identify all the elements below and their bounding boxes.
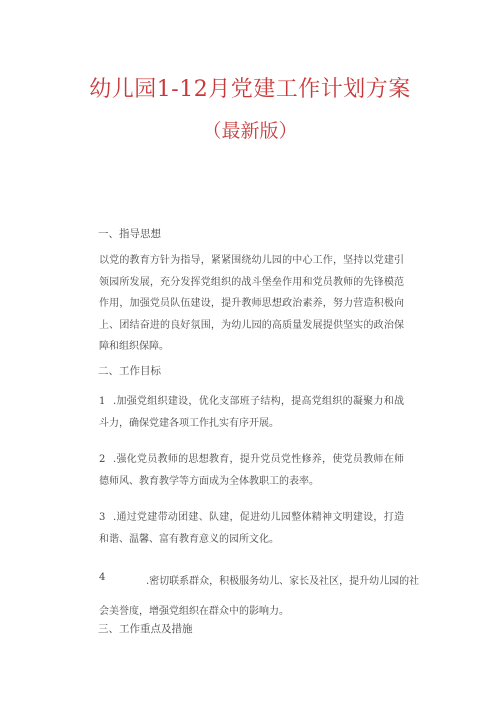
- goal-number: 2: [99, 454, 106, 465]
- goal-text: .加强党组织建设，优化支部班子结构，提高党组织的凝聚力和战斗力，确保党建各项工作扎实有序开展。: [99, 396, 404, 429]
- goal-item-1: [99, 391, 404, 434]
- section-heading-work-goals: 二、工作目标: [98, 365, 161, 377]
- goal-item-2: [99, 449, 404, 492]
- section-heading-key-work: 三、工作重点及措施: [98, 623, 193, 635]
- goal-text: .强化党员教师的思想教育，提升党员党性修养，使党员教师在师德师风、教育教学等方面成为全体教职工的表率。: [99, 454, 404, 487]
- goal-item-4-line1: .密切联系群众，积极服务幼儿、家长及社区，提升幼儿园的社: [146, 576, 420, 587]
- document-title: 幼儿园1-12月党建工作计划方案: [89, 77, 411, 102]
- document-subtitle: （最新版）: [202, 120, 298, 142]
- goal-number: 1: [99, 396, 106, 407]
- goal-number-4: 4: [99, 572, 106, 583]
- goal-item-3: [99, 507, 404, 550]
- goal-text: .通过党建带动团建、队建，促进幼儿园整体精神文明建设，打造和谐、温馨、富有教育意义的园所文化。: [99, 512, 404, 545]
- goal-item-4-line2: 会美誉度，增强党组织在群众中的影响力。: [99, 606, 289, 617]
- section-body-guiding-ideology: 以党的教育方针为指导，紧紧围绕幼儿园的中心工作，坚持以党建引领园所发展，充分发挥党组织的战斗堡垒作用和党员教师的先锋模范作用，加强党员队伍建设，提升教师思想政治素养，努力营造积极向上、团结奋进的良好氛围，为幼儿园的高质量发展提供坚实的政治保障和组织保障。: [99, 255, 404, 352]
- section-heading-guiding-ideology: 一、指导思想: [98, 228, 161, 240]
- goal-number: 3: [99, 512, 106, 523]
